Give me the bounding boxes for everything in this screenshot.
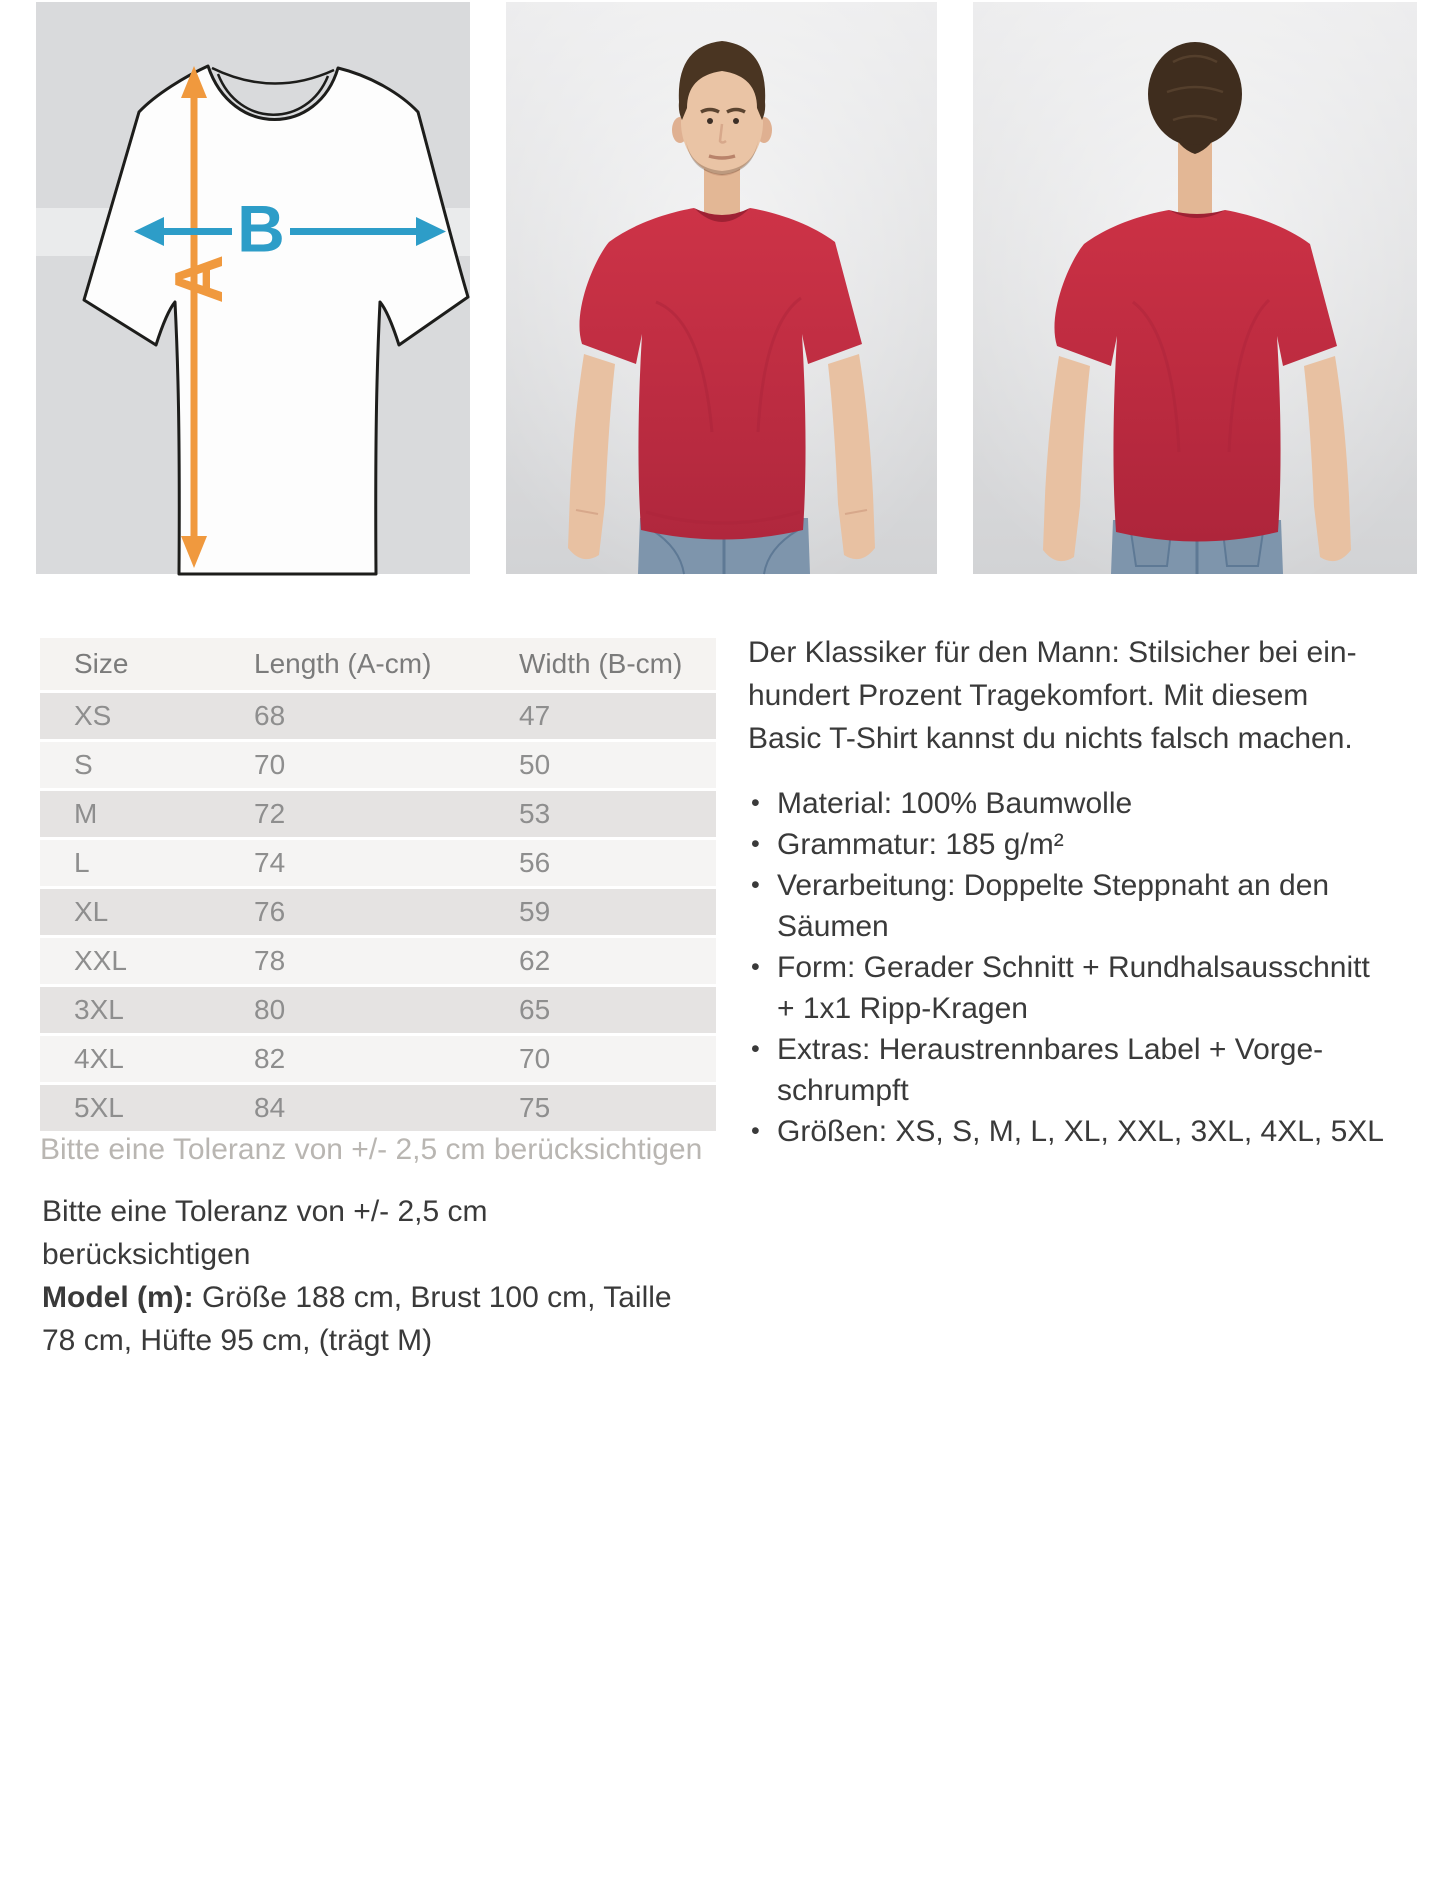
length-cell: 78 [254,945,286,976]
size-cell: 5XL [74,1092,124,1123]
bullet-text: Material: 100% Baumwolle [777,787,1133,820]
table-row [40,1085,716,1131]
table-row [40,693,716,739]
label-b: B [237,191,285,266]
bullet-marker: • [751,1035,760,1063]
mouth [709,156,735,158]
width-cell: 56 [519,847,551,878]
length-cell: 84 [254,1092,286,1123]
size-cell: XXL [74,945,127,976]
header-size: Size [74,648,129,679]
eye-left [707,118,713,124]
product-images-row [36,2,1417,574]
width-cell: 62 [519,945,551,976]
eye-right [733,118,739,124]
description-intro [748,631,1433,760]
size-cell: XL [74,896,109,927]
label-a: A [160,254,237,304]
tshirt-measurement-diagram [36,2,470,574]
length-cell: 74 [254,847,286,878]
bullet-marker: • [751,871,760,899]
table-row [40,840,716,886]
description-bullets [748,783,1433,1152]
size-cell: S [74,749,93,780]
length-cell: 68 [254,700,286,731]
size-cell: L [74,847,90,878]
size-cell: 4XL [74,1043,124,1074]
length-cell: 76 [254,896,286,927]
product-description [748,631,1433,1152]
table-row [40,987,716,1033]
table-row [40,938,716,984]
description-bullet [748,865,1433,947]
size-cell: M [74,798,98,829]
table-row [40,889,716,935]
header-width: Width (B-cm) [519,648,683,679]
width-cell: 53 [519,798,551,829]
description-bullet [748,947,1433,1029]
table-row [40,742,716,788]
clipped-text: Bitte eine Toleranz von +/- 2,5 cm berücksichtigen [40,1133,703,1166]
size-table-header [40,638,716,690]
hair-back [1148,42,1242,146]
length-cell: 82 [254,1043,286,1074]
bullet-text: Größen: XS, S, M, L, XL, XXL, 3XL, 4XL, 5XL [777,1115,1384,1148]
tolerance-note: Bitte eine Toleranz von +/- 2,5 cm berücksichtigen [42,1195,488,1271]
intro-line: hundert Prozent Tragekomfort. Mit diesem [748,679,1309,712]
size-cell: XS [74,700,112,731]
bullet-text: Grammatur: 185 g/m² [777,828,1064,861]
length-cell: 80 [254,994,286,1025]
intro-line: Der Klassiker für den Mann: Stilsicher bei ein- [748,636,1357,669]
clipped-text-strip [40,1133,703,1166]
width-cell: 47 [519,700,551,731]
bullet-marker: • [751,953,760,981]
notes [42,1190,672,1362]
model-back-figure [973,2,1417,574]
model-front-figure [506,2,937,574]
model-back-photo [973,2,1417,574]
bullet-text: Extras: Heraustrennbares Label + Vorge- schrumpft [777,1033,1324,1107]
size-diagram-image [36,2,470,574]
table-row [40,1036,716,1082]
model-note-line1 [42,1276,672,1319]
model-label: Model (m): [42,1281,194,1314]
description-bullet [748,783,1433,824]
description-bullet [748,1029,1433,1111]
intro-line: Basic T-Shirt kannst du nichts falsch machen. [748,722,1353,755]
bullet-marker: • [751,789,760,817]
length-cell: 70 [254,749,286,780]
width-cell: 50 [519,749,551,780]
size-table-body [40,693,716,1131]
model-front-photo [506,2,937,574]
width-cell: 70 [519,1043,551,1074]
width-cell: 59 [519,896,551,927]
bullet-marker: • [751,1117,760,1145]
model-info-part1: Größe 188 cm, Brust 100 cm, Taille [193,1281,672,1314]
description-bullet [748,824,1433,865]
bullet-text: Verarbeitung: Doppelte Steppnaht an den Säumen [777,869,1330,943]
table-row [40,791,716,837]
size-cell: 3XL [74,994,124,1025]
size-table [40,638,716,1134]
bullet-marker: • [751,830,760,858]
bullet-text: Form: Gerader Schnitt + Rundhalsausschnitt + 1x1 Ripp-Kragen [777,951,1370,1025]
model-note-line2: 78 cm, Hüfte 95 cm, (trägt M) [42,1324,433,1357]
width-cell: 75 [519,1092,551,1123]
description-bullet [748,1111,1433,1152]
length-cell: 72 [254,798,286,829]
header-length: Length (A-cm) [254,648,432,679]
width-cell: 65 [519,994,551,1025]
